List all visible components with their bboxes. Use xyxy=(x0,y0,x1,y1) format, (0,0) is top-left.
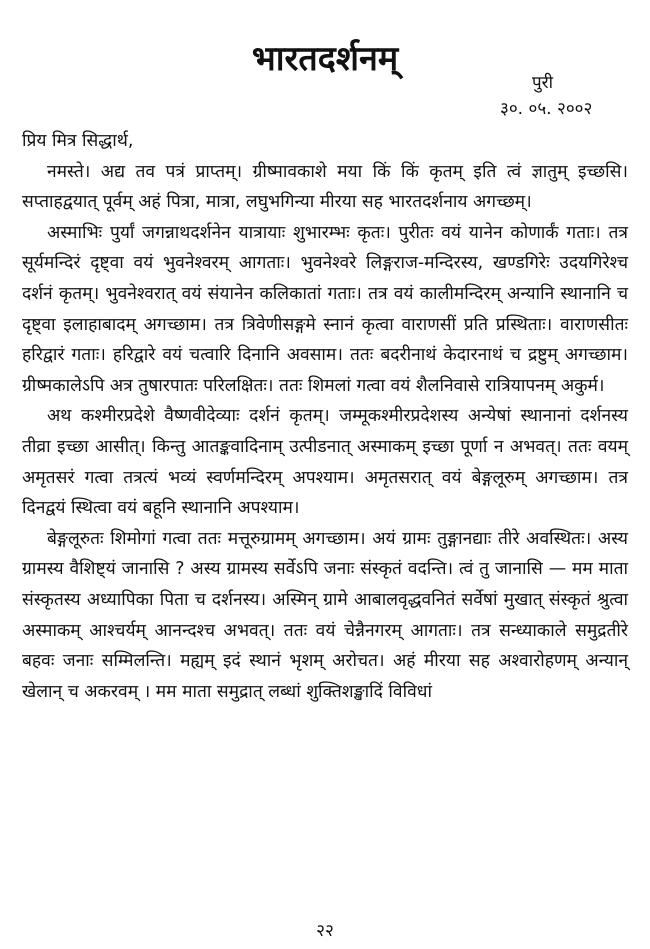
letter-body xyxy=(22,126,628,707)
paragraph-east-north-journey: अस्माभिः पुर्यां जगन्नाथदर्शनेन यात्रायाः शुभारम्भः कृतः। पुरीतः वयं यानेन कोणार्कं गताः। तत्र सूर्यमन्दिरं दृष्ट्वा वयं भुवनेश्वरम् आगताः। भुवनेश्वरे लिङ्गराज-मन्दिरस्य, खण्डगिरेः उदयगिरेश्च दर्शनं कृतम्। भुवनेश्वरात् वयं संयानेन कलिकातां गताः। तत्र वयं कालीमन्दिरम् अन्यानि स्थानानि च दृष्ट्वा इलाहाबादम् अगच्छाम। तत्र त्रिवेणीसङ्गमे स्नानं कृत्वा वाराणसीं प्रति प्रस्थिताः। वाराणसीतः हरिद्वारं गताः। हरिद्वारे वयं चत्वारि दिनानि अवसाम। ततः बदरीनाथं केदारनाथं च द्रष्टुम् अगच्छाम। ग्रीष्मकालेऽपि अत्र तुषारपातः परिलक्षितः। ततः शिमलां गत्वा वयं शैलनिवासे रात्रियापनम् अकुर्म। xyxy=(22,222,628,396)
letter-date: ३०. ०५. २००२ xyxy=(500,99,593,119)
paragraph-greeting: नमस्ते। अद्य तव पत्रं प्राप्तम्। ग्रीष्मावकाशे मया किं किं कृतम् इति त्वं ज्ञातुम् इच्छसि। सप्ताहद्वयात् पूर्वम् अहं पित्रा, मात्रा, लघुभगिन्या मीरया सह भारतदर्शनाय अगच्छम्। xyxy=(22,161,628,213)
paragraph-kashmir-amritsar: अथ कश्मीरप्रदेशे वैष्णवीदेव्याः दर्शनं कृतम्। जम्मूकश्मीरप्रदेशस्य अन्येषां स्थानानां दर्शनस्य तीव्रा इच्छा आसीत्। किन्तु आतङ्कवादिनाम् उत्पीडनात् अस्माकम् इच्छा पूर्णा न अभवत्। ततः वयम् अमृतसरं गत्वा तत्रत्यं भव्यं स्वर्णमन्दिरम् अपश्याम। अमृतसरात् वयं बेङ्गलूरुम् अगच्छाम। तत्र दिनद्वयं स्थित्वा वयं बहूनि स्थानानि अपश्याम। xyxy=(22,406,628,519)
page-number: २२ xyxy=(316,921,334,941)
letter-salutation: प्रिय मित्र सिद्धार्थ, xyxy=(22,131,134,151)
letter-place: पुरी xyxy=(532,73,554,93)
paragraph-mattur-chennai: बेङ्गलूरुतः शिमोगां गत्वा ततः मत्तूरुग्रामम् अगच्छाम। अयं ग्रामः तुङ्गानद्याः तीरे अवस्थितः। अस्य ग्रामस्य वैशिष्ट्यं जानासि ? अस्य ग्रामस्य सर्वेऽपि जनाः संस्कृतं वदन्ति। त्वं तु जानासि — मम माता संस्कृतस्य अध्यापिका पिता च दर्शनस्य। अस्मिन् ग्रामे आबालवृद्धवनितं सर्वेषां मुखात् संस्कृतं श्रुत्वा अस्माकम् आश्चर्यम् आनन्दश्च अभवत्। ततः वयं चेन्नैनगरम् आगताः। तत्र सन्ध्याकाले समुद्रतीरे बहवः जनाः सम्मिलन्ति। मह्यम् इदं स्थानं भृशम् अरोचत। अहं मीरया सह अश्वारोहणम् अन्यान् खेलान् च अकरवम् । मम माता समुद्रात् लब्धां शुक्तिशङ्खादिं विविधां xyxy=(22,528,628,702)
page-title: भारतदर्शनम् xyxy=(251,38,399,79)
